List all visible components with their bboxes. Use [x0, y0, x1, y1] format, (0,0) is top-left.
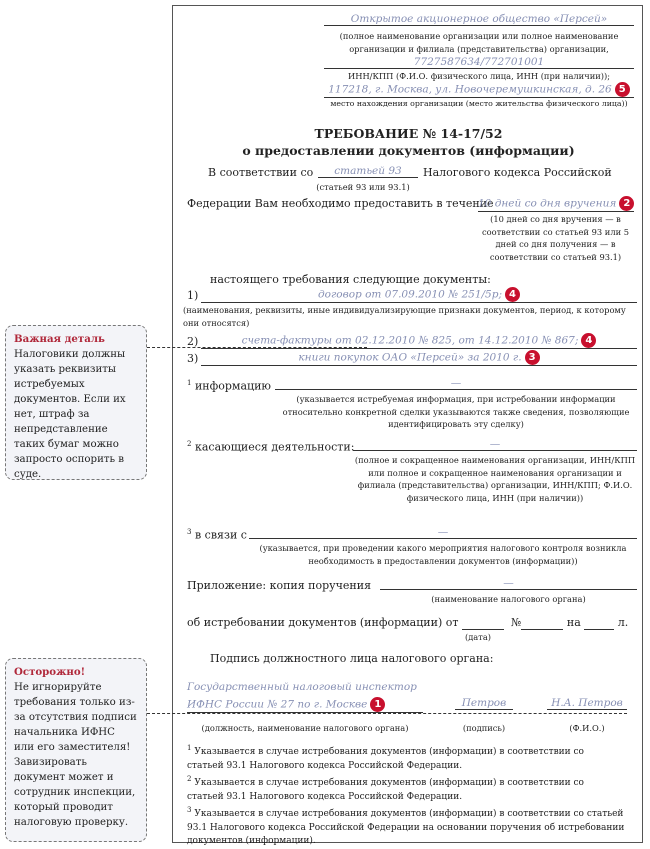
name-caption: (Ф.И.О.) [569, 723, 605, 733]
footnote-1 [187, 742, 587, 773]
address-field [324, 82, 634, 98]
badge: 4 [581, 333, 596, 348]
appendix-caption: (наименование налогового органа) [431, 594, 586, 604]
doc-number: 3) [187, 352, 199, 365]
label: касающиеся деятельности: [194, 440, 355, 454]
activity-caption: (полное и сокращенное наименования организации, ИНН/КПП или полное и сокращенное наименования организации и филиала (представительства) организации, ИНН/КПП; Ф.И.О. физического лица, ИНН (при наличии)) [354, 455, 636, 503]
address-caption: место нахождения организации (место жительства физического лица)) [330, 99, 628, 108]
reason-label [187, 528, 247, 542]
note-caution [5, 658, 147, 842]
sup: 2 [187, 440, 192, 448]
text: на [566, 616, 581, 629]
note-important-detail [5, 325, 147, 480]
org-name-field: Открытое акционерное общество «Персей» [324, 13, 634, 26]
text: л. [617, 616, 629, 629]
document-subtitle: о предоставлении документов (информации) [242, 143, 575, 158]
term-value: 10 дней со дня вручения [478, 197, 617, 210]
note-text: Не игнорируйте требования только из-за отсутствия подписи начальника ИФНС или его заместителя! Завизировать документ может и сотрудник инспекции, который проводит налоговую проверку. [14, 682, 137, 828]
text: В соответствии со [208, 166, 314, 179]
activity-field: — [353, 438, 637, 451]
position-caption: (должность, наименование налогового органа) [201, 723, 409, 733]
inn-kpp-field: 7727587634/772701001 [324, 56, 634, 69]
sheets-field [584, 616, 614, 630]
position-line1: Государственный налоговый инспектор [187, 681, 417, 693]
sup: 2 [187, 775, 192, 783]
note-title: Осторожно! [14, 666, 86, 678]
signature-caption: (подпись) [462, 723, 506, 733]
position-field [187, 697, 423, 713]
date-caption: (дата) [464, 632, 492, 642]
doc-item-3 [201, 350, 637, 366]
date-field [462, 616, 504, 630]
sup: 1 [187, 744, 192, 752]
sup: 3 [187, 806, 192, 814]
note-title: Важная деталь [14, 333, 105, 345]
reason-field: — [249, 526, 637, 539]
activity-label [187, 440, 354, 454]
doc-value: книги покупок ОАО «Персей» за 2010 г. [298, 351, 522, 364]
text: Федерации Вам необходимо предоставить в течение [187, 197, 494, 210]
org-name-caption: (полное наименование организации или полное наименование организации и филиала (представительства) организации, [339, 31, 619, 54]
number-field [521, 616, 563, 630]
inn-kpp-caption: ИНН/КПП (Ф.И.О. физического лица, ИНН (при наличии)); [347, 71, 611, 81]
doc-value: договор от 07.09.2010 № 251/5р; [318, 288, 502, 301]
text: Указывается в случае истребования документов (информации) в соответствии со статьей 93.1 Налогового кодекса Российской Федерации на основании поручения об истребовании документов (информации). [187, 809, 625, 846]
doc-number: 1) [187, 289, 199, 302]
badge: 3 [525, 350, 540, 365]
article-field: статьей 93 [318, 165, 418, 178]
doc-item-1 [201, 287, 637, 303]
document-title: ТРЕБОВАНИЕ № 14-17/52 [314, 126, 503, 141]
badge: 2 [619, 196, 634, 211]
footnote-2 [187, 773, 587, 804]
appendix-label: Приложение: копия поручения [187, 579, 372, 592]
text: № [510, 616, 522, 629]
text: об истребовании документов (информации) от [187, 616, 459, 629]
sup: 3 [187, 528, 192, 536]
docs-caption: (наименования, реквизиты, иные индивидуализирующие признаки документов, период, к которому они относятся) [183, 305, 626, 328]
text: Налогового кодекса Российской [423, 166, 612, 179]
position-line2: ИФНС России № 27 по г. Москве [187, 698, 368, 711]
badge: 5 [615, 82, 630, 97]
info-field: — [275, 377, 637, 390]
signature-field: Петров [455, 697, 513, 710]
connector-line [147, 713, 627, 714]
appendix-field: — [380, 577, 637, 590]
footnotes [187, 742, 625, 849]
doc-number: 2) [187, 335, 199, 348]
sup: 1 [187, 379, 192, 387]
address-value: 117218, г. Москва, ул. Новочеремушкинская, д. 26 [328, 83, 612, 96]
connector-line [147, 347, 367, 348]
label: информацию [194, 379, 272, 393]
note-text: Налоговики должны указать реквизиты истребуемых документов. Если их нет, штраф за непредставление таких бумаг можно запросто оспорить в суде. [14, 349, 126, 480]
badge: 1 [370, 697, 385, 712]
doc-value: счета-фактуры от 02.12.2010 № 825, от 14.12.2010 № 867; [241, 334, 579, 347]
request-line [187, 616, 628, 630]
text: Указывается в случае истребования документов (информации) в соответствии со статьей 93.1 Налогового кодекса Российской Федерации. [187, 778, 584, 802]
reason-caption: (указывается, при проведении какого мероприятия налогового контроля возникла необходимость в предоставлении документов (информации)) [259, 543, 627, 566]
text: Указывается в случае истребования документов (информации) в соответствии со статьей 93.1 Налогового кодекса Российской Федерации. [187, 747, 584, 771]
term-field [478, 196, 634, 212]
info-caption: (указывается истребуемая информация, при истребовании информации относительно конкретной сделки указываются также сведения, позволяющие идентифицировать эту сделку) [282, 394, 630, 429]
text: настоящего требования следующие документы: [210, 273, 491, 286]
info-label [187, 379, 271, 393]
signature-heading: Подпись должностного лица налогового органа: [210, 652, 494, 665]
tax-request-form [172, 5, 643, 846]
article-caption: (статьей 93 или 93.1) [316, 182, 410, 192]
label: в связи с [194, 528, 247, 542]
term-caption: (10 дней со дня вручения — в соответствии со статьей 93 или 5 дней со дня получения — в соответствии со статьей 93.1) [481, 214, 630, 262]
footnote-3 [187, 804, 627, 849]
badge: 4 [505, 287, 520, 302]
full-name-field: Н.А. Петров [547, 697, 627, 710]
